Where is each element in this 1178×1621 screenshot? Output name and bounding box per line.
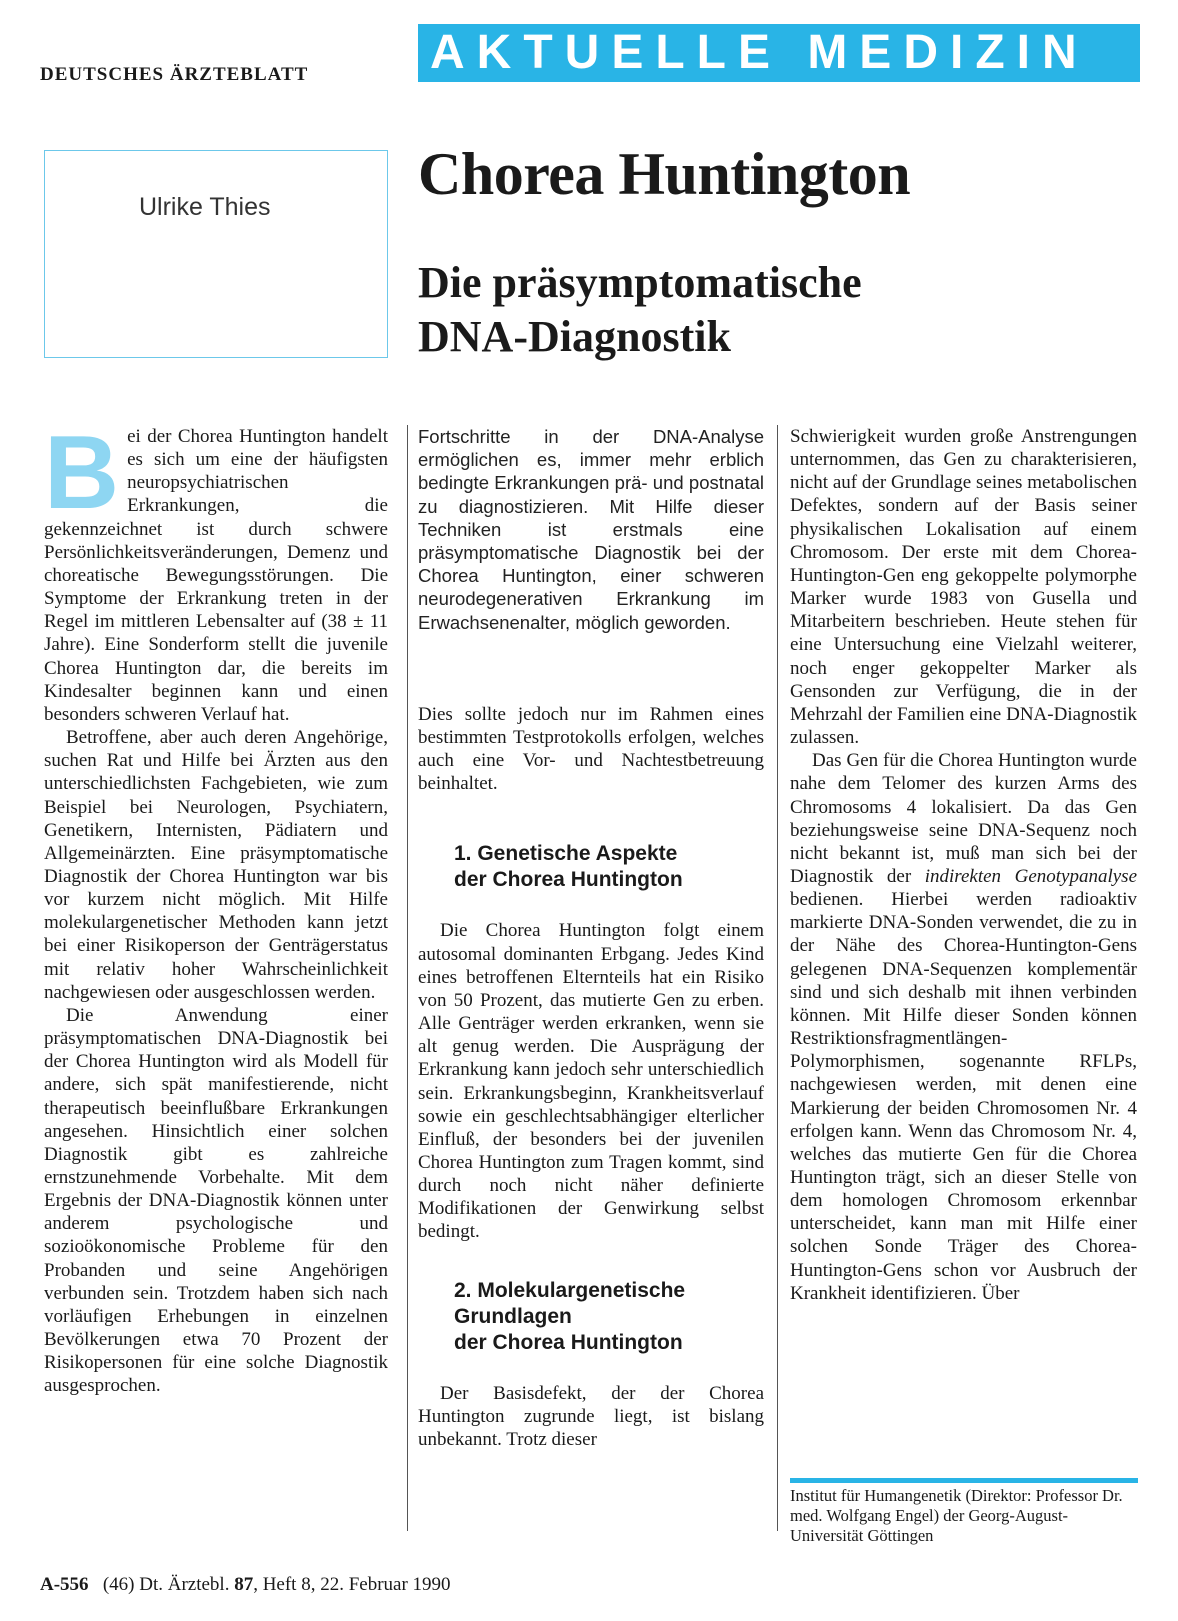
text-run: Das Gen für die Chorea Huntington wurde nahe dem Telomer des kurzen Arms des Chromosoms 4 lokalisiert. Da das Gen beziehungsweise seine DNA-Sequenz noch nicht bekannt ist, muß man sich bei der Diagnostik der xyxy=(790,750,1137,887)
heading-line: Grundlagen xyxy=(454,1304,572,1328)
article-title: Chorea Huntington xyxy=(418,141,911,207)
issue-page: (46) xyxy=(102,1574,135,1595)
paragraph: Schwierigkeit wurden große Anstrengungen unternommen, das Gen zu charakterisieren, nicht auf der Grundlage seines metabolischen Defektes, sondern auf der Basis seiner physikalischen Lokalisation auf einem Chromosom. Der erste mit dem Chorea-Huntington-Gen eng gekoppelte polymorphe Marker wurde 1983 von Gusella und Mitarbeitern beschrieben. Heute stehen für eine Untersuchung eine Vielzahl weiterer, noch enger gekoppelter Marker als Gensonden zur Verfügung, die in der Mehrzahl der Familien eine DNA-Diagnostik zulassen. xyxy=(790,426,1137,749)
column-rule xyxy=(407,425,408,1531)
emphasis: indirekten Genotypanalyse xyxy=(924,865,1138,887)
subtitle-line: DNA-Diagnostik xyxy=(418,312,731,361)
section-heading-1 xyxy=(454,841,764,893)
paragraph: Die Chorea Huntington folgt einem autosomal dominanten Erbgang. Jedes Kind eines betroffenen Elternteils hat ein Risiko von 50 Prozent, das mutierte Gen zu erben. Alle Genträger werden erkranken, wenn sie alt genug werden. Die Ausprägung der Erkrankung kann jedoch sehr unterschiedlich sein. Erkrankungsbeginn, Krankheitsverlauf sowie ein geschlechtsabhängiger elterlicher Einfluß, der besonders bei der juvenilen Chorea Huntington zum Tragen kommt, sind durch noch nicht näher definierte Modifikationen der Genwirkung selbst bedingt. xyxy=(418,920,764,1243)
drop-cap: B xyxy=(44,415,120,531)
volume: 87 xyxy=(234,1574,254,1595)
heading-line: 1. Genetische Aspekte xyxy=(454,842,678,866)
heading-line: der Chorea Huntington xyxy=(454,868,683,892)
section-label: AKTUELLE MEDIZIN xyxy=(430,26,1089,79)
paragraph: Dies sollte jedoch nur im Rahmen eines bestimmten Testprotokolls erfolgen, welches auch eine Vor- und Nachtestbetreuung beinhaltet. xyxy=(418,703,764,795)
journal-abbr: Dt. Ärztebl. xyxy=(139,1574,230,1595)
author-name: Ulrike Thies xyxy=(139,193,271,221)
paragraph: Betroffene, aber auch deren Angehörige, suchen Rat und Hilfe bei Ärzten aus den unterschiedlichsten Fachgebieten, wie zum Beispiel bei Neurologen, Psychiatern, Genetikern, Internisten, Pädiatern und Allgemeinärzten. Eine präsymptomatische Diagnostik der Chorea Huntington war bis vor kurzem nicht möglich. Mit Hilfe molekulargenetischer Methoden kann jetzt bei einer Risikoperson der Genträgerstatus mit relativ hoher Wahrscheinlichkeit nachgewiesen oder ausgeschlossen werden. xyxy=(44,727,388,1003)
text-run: bedienen. Hierbei werden radioaktiv markierte DNA-Sonden verwendet, die zu in der Nähe des Chorea-Huntington-Gens gelegenen DNA-Sequenzen komplementär sind und sich deshalb mit ihnen verbinden können. Mit Hilfe dieser Sonden können Restriktionsfragmentlängen-Polymorphismen, sogenannte RFLPs, nachgewiesen werden, mit denen eine Markierung der beiden Chromosomen Nr. 4 erfolgen kann. Wenn das Chromosom Nr. 4, welches das mutierte Gen für die Chorea Huntington trägt, sich an dieser Stelle von dem homologen Chromosom erkennbar unterscheidet, kann man mit Hilfe einer solchen Sonde Träger des Chorea-Huntington-Gens schon vor Ausbruch der Krankheit identifizieren. Über xyxy=(790,889,1137,1304)
subtitle-line: Die präsymptomatische xyxy=(418,258,862,307)
affiliation: Institut für Humangenetik (Direktor: Professor Dr. med. Wolfgang Engel) der Georg-August-Universität Göttingen xyxy=(790,1486,1123,1545)
affiliation-rule xyxy=(790,1478,1138,1483)
heading-line: der Chorea Huntington xyxy=(454,1330,683,1354)
heading-line: 2. Molekulargenetische xyxy=(454,1278,686,1302)
column-1 xyxy=(44,415,388,1398)
column-rule xyxy=(777,425,778,1531)
section-banner xyxy=(418,24,1140,82)
paragraph: Der Basisdefekt, der der Chorea Huntington zugrunde liegt, ist bislang unbekannt. Trotz dieser xyxy=(418,1382,764,1450)
author-box xyxy=(44,150,388,358)
issue-date: , Heft 8, 22. Februar 1990 xyxy=(253,1574,451,1595)
paragraph: ei der Chorea Huntington handelt es sich um eine der häufigsten neuropsychiatrischen Erkrankungen, die gekennzeichnet ist durch schwere Persönlichkeitsveränderungen, Demenz und choreatische Bewegungsstörungen. Die Symptome der Erkrankung treten in der Regel im mittleren Lebensalter auf (38 ± 11 Jahre). Eine Sonderform stellt die juvenile Chorea Huntington dar, die bereits im Kindesalter beginnen kann und einen besonders schweren Verlauf hat. xyxy=(44,426,388,725)
abstract: Fortschritte in der DNA-Analyse ermöglichen es, immer mehr erblich bedingte Erkrankungen prä- und postnatal zu diagnostizieren. Mit Hilfe dieser Techniken ist erstmals eine präsymptomatische Diagnostik bei der Chorea Huntington, einer schweren neurodegenerativen Erkrankung im Erwachsenenalter, möglich geworden. xyxy=(418,426,764,633)
journal-name: DEUTSCHES ÄRZTEBLATT xyxy=(40,64,309,85)
section-heading-2 xyxy=(454,1278,764,1356)
article-subtitle xyxy=(418,256,862,364)
column-2 xyxy=(418,425,764,1451)
page-number: A-556 xyxy=(40,1574,89,1595)
page-footer xyxy=(40,1574,451,1596)
paragraph: Die Anwendung einer präsymptomatischen DNA-Diagnostik bei der Chorea Huntington wird als Modell für andere, sich spät manifestierende, nicht therapeutisch beeinflußbare Erkrankungen angesehen. Hinsichtlich einer solchen Diagnostik gibt es zahlreiche ernstzunehmende Vorbehalte. Mit dem Ergebnis der DNA-Diagnostik können unter anderem psychologische und sozioökonomische Probleme für den Probanden und seine Angehörigen verbunden sein. Trotzdem haben sich nach vorläufigen Erhebungen in einzelnen Bevölkerungen etwa 70 Prozent der Risikopersonen für eine solche Diagnostik ausgesprochen. xyxy=(44,1004,388,1397)
column-3 xyxy=(790,425,1137,1305)
paragraph xyxy=(790,749,1137,1305)
